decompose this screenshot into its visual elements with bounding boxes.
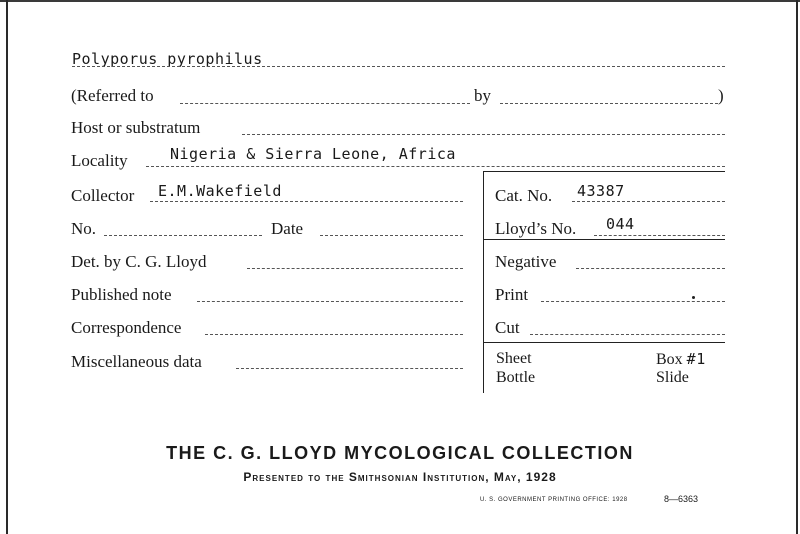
det-by-label: Det. by C. G. Lloyd xyxy=(71,252,207,271)
locality-value: Nigeria & Sierra Leone, Africa xyxy=(170,145,456,163)
host-line xyxy=(242,134,725,135)
date-line xyxy=(320,235,463,236)
species-line xyxy=(72,66,725,67)
published-note-label: Published note xyxy=(71,285,172,304)
no-line xyxy=(104,235,262,236)
collector-line xyxy=(150,201,463,202)
collector-value: E.M.Wakefield xyxy=(158,182,282,200)
referred-to-label: (Referred to xyxy=(71,86,154,105)
cat-no-line xyxy=(572,201,725,202)
box-left-rule xyxy=(483,171,484,393)
collector-label: Collector xyxy=(71,186,135,205)
referred-to-line xyxy=(180,103,470,104)
locality-label: Locality xyxy=(71,151,128,170)
cat-no-value: 43387 xyxy=(577,182,625,200)
box-top-rule xyxy=(483,171,725,172)
negative-label: Negative xyxy=(495,252,557,271)
print-label: Print xyxy=(495,285,529,304)
lloyds-no-value: 044 xyxy=(606,215,635,233)
slide-label: Slide xyxy=(656,369,689,386)
box-value: #1 xyxy=(686,350,706,368)
det-by-line xyxy=(247,268,463,269)
printer-imprint: U. S. GOVERNMENT PRINTING OFFICE: 1928 xyxy=(480,497,628,503)
cat-no-label: Cat. No. xyxy=(495,186,553,205)
date-label: Date xyxy=(271,219,304,238)
print-line xyxy=(541,301,725,302)
sheet-label: Sheet xyxy=(496,350,532,367)
correspondence-label: Correspondence xyxy=(71,318,182,337)
close-paren: ) xyxy=(718,86,724,105)
lloyds-no-label: Lloyd’s No. xyxy=(495,219,577,238)
by-line xyxy=(500,103,718,104)
cut-line xyxy=(530,334,725,335)
no-label: No. xyxy=(71,219,97,238)
by-label: by xyxy=(474,86,491,105)
bottle-label: Bottle xyxy=(496,369,536,386)
card-top-edge xyxy=(0,0,800,2)
correspondence-line xyxy=(205,334,463,335)
ink-speck xyxy=(692,296,695,299)
form-code: 8—6363 xyxy=(664,494,699,504)
box-label: Box #1 xyxy=(656,350,706,368)
lloyds-no-line xyxy=(594,235,725,236)
collection-subtitle: Presented to the Smithsonian Institution, May, 1928 xyxy=(243,470,557,484)
host-label: Host or substratum xyxy=(71,118,201,137)
negative-line xyxy=(576,268,725,269)
lloyds-no-rule xyxy=(483,239,725,240)
misc-data-line xyxy=(236,368,463,369)
misc-data-label: Miscellaneous data xyxy=(71,352,202,371)
species-name: Polyporus pyrophilus xyxy=(72,50,263,68)
locality-line xyxy=(146,166,725,167)
collection-title: THE C. G. LLOYD MYCOLOGICAL COLLECTION xyxy=(166,443,634,463)
cut-label: Cut xyxy=(495,318,520,337)
published-note-line xyxy=(197,301,463,302)
box-mid-rule xyxy=(483,342,725,343)
